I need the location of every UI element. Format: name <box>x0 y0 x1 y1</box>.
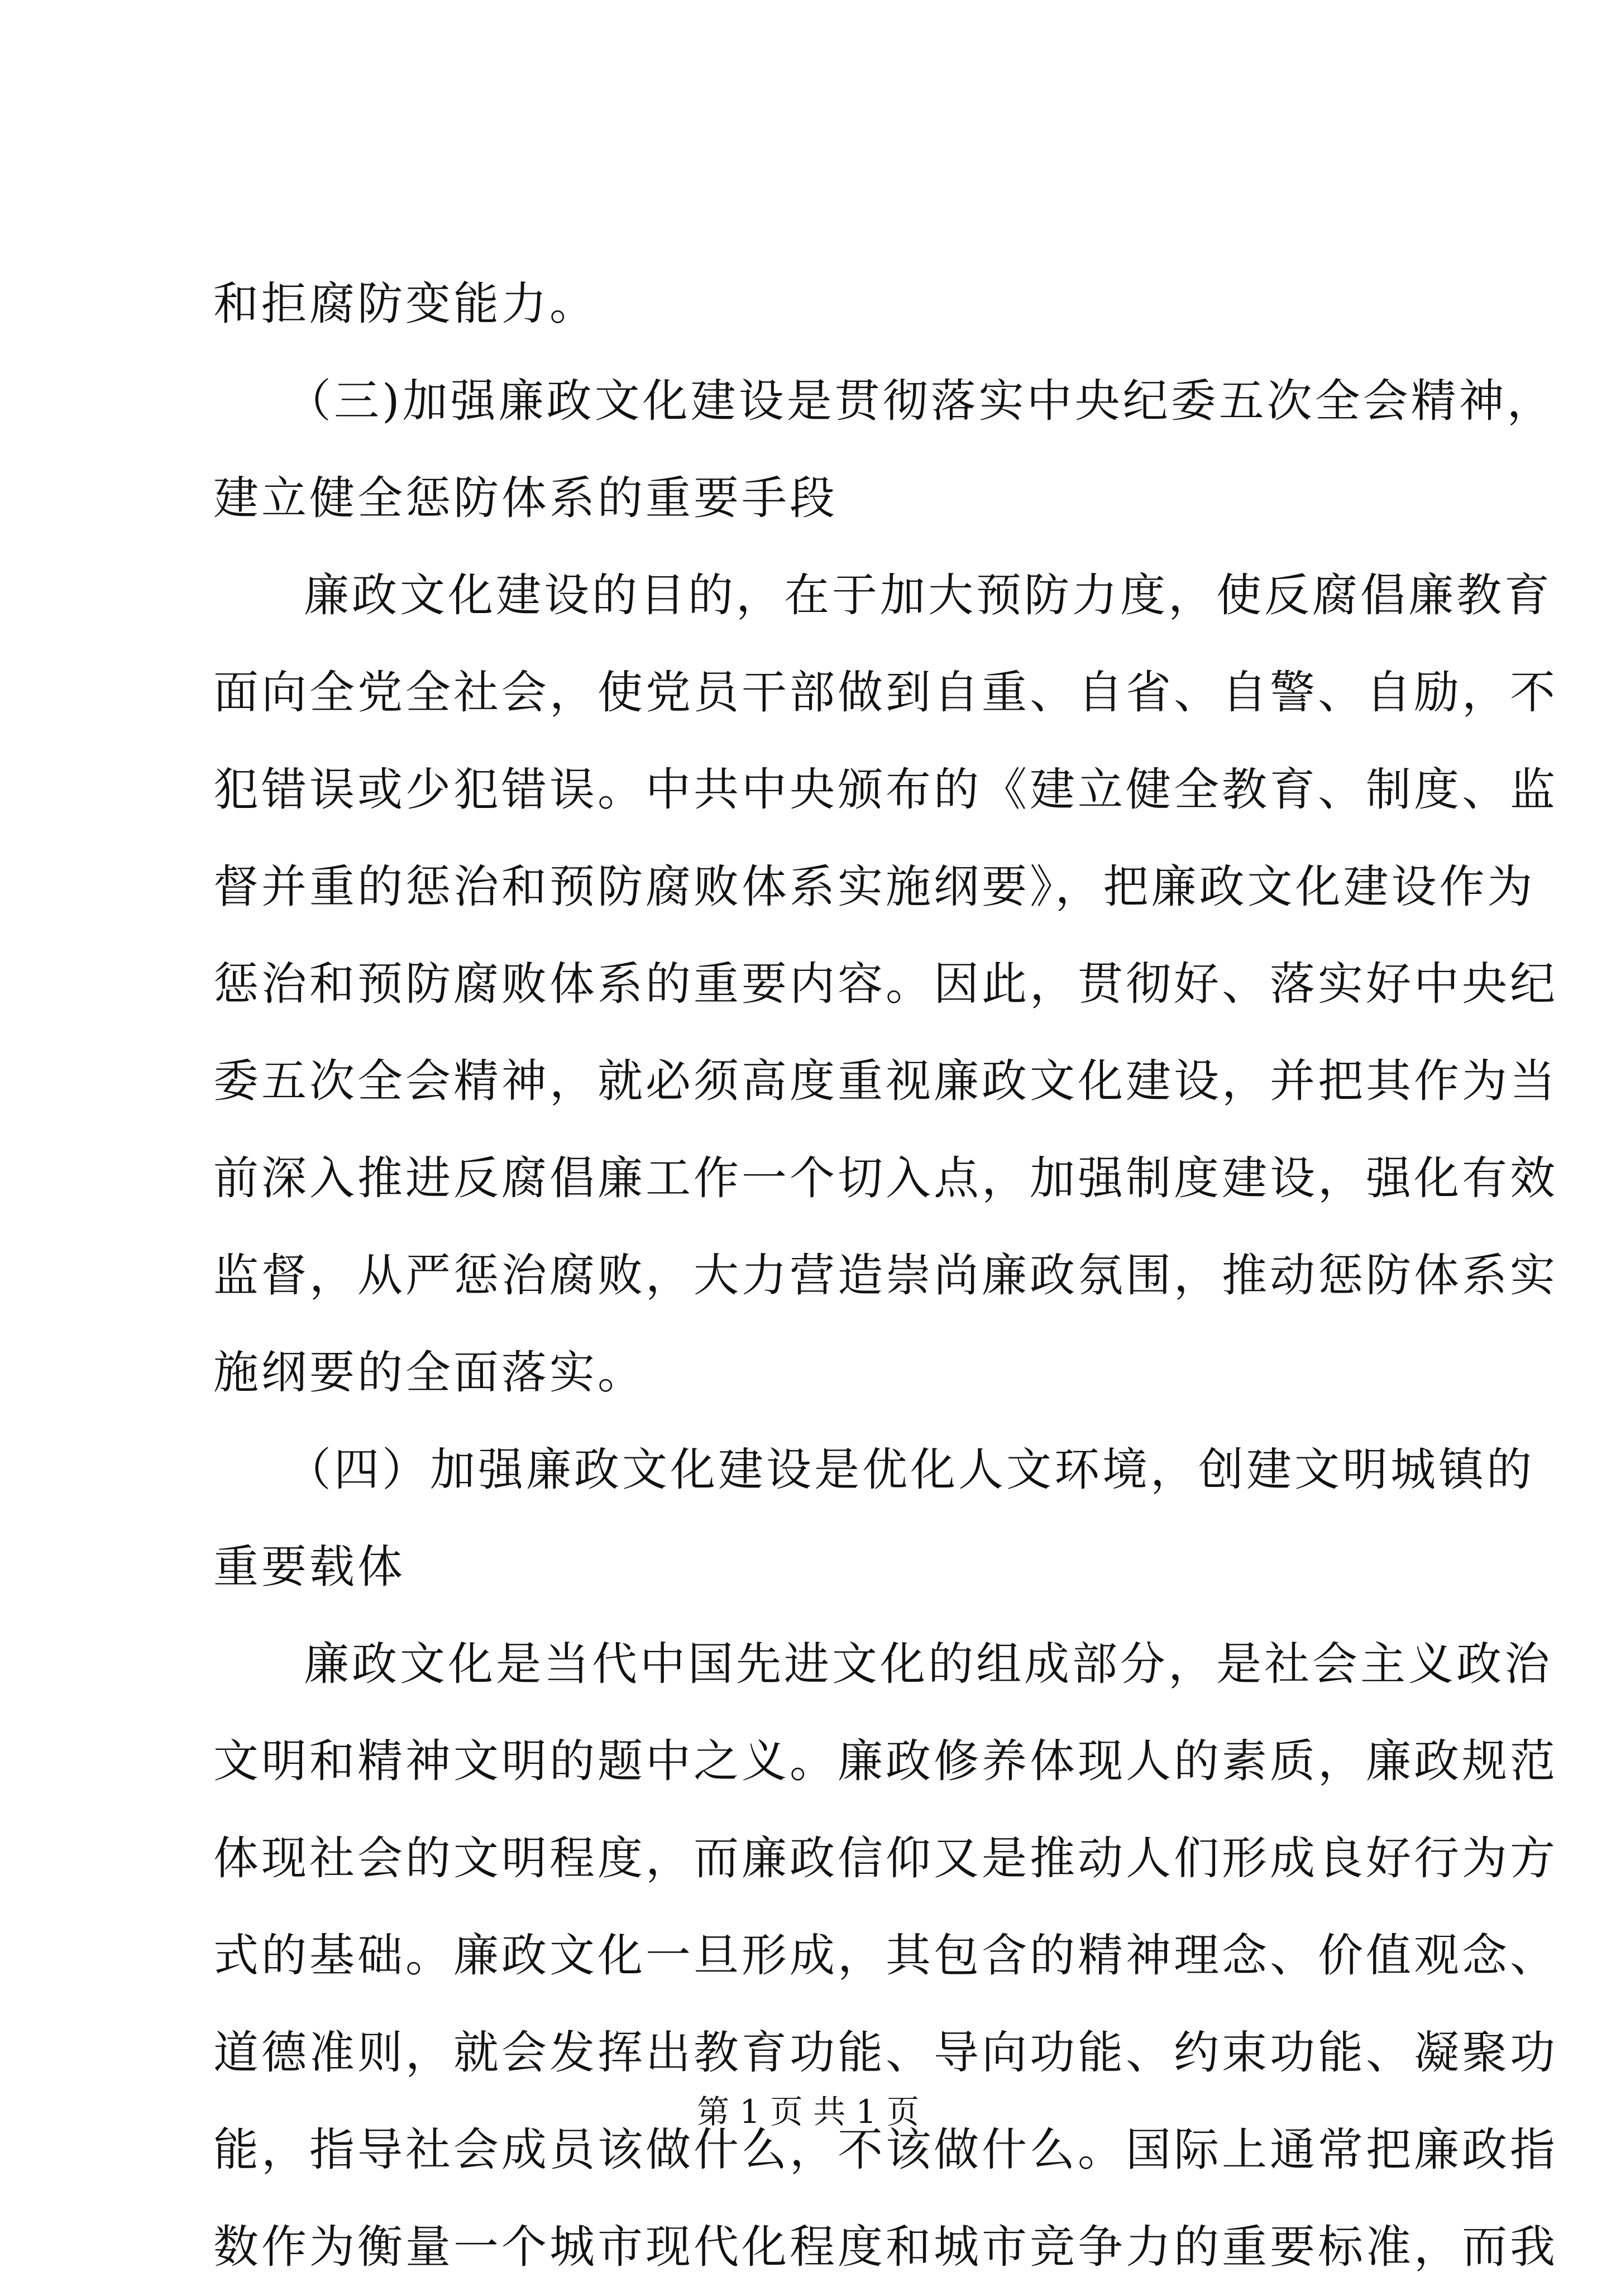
text-line: 督并重的惩治和预防腐败体系实施纲要》，把廉政文化建设作为 <box>213 861 1536 913</box>
text-line: 体现社会的文明程度，而廉政信仰又是推动人们形成良好行为方 <box>213 1833 1558 1885</box>
text-line: 文明和精神文明的题中之义。廉政修养体现人的素质，廉政规范 <box>213 1735 1558 1788</box>
section-heading-3-cont: 建立健全惩防体系的重要手段 <box>213 472 838 525</box>
text-line: 委五次全会精神，就必须高度重视廉政文化建设，并把其作为当 <box>213 1055 1558 1108</box>
document-body <box>213 256 1558 2296</box>
text-line: 式的基础。廉政文化一旦形成，其包含的精神理念、价值观念、 <box>213 1930 1558 1982</box>
text-line: 廉政文化建设的目的，在于加大预防力度，使反腐倡廉教育 <box>304 570 1553 622</box>
page-footer <box>0 2089 1616 2134</box>
text-line: 和拒腐防变能力。 <box>213 278 598 331</box>
text-line: 前深入推进反腐倡廉工作一个切入点，加强制度建设，强化有效 <box>213 1152 1558 1205</box>
text-line: 数作为衡量一个城市现代化程度和城市竞争力的重要标准，而我 <box>213 2221 1558 2274</box>
section-heading-4-cont: 重要载体 <box>213 1541 406 1594</box>
section-heading-4: （四）加强廉政文化建设是优化人文环境，创建文明城镇的 <box>286 1444 1535 1496</box>
text-line: 施纲要的全面落实。 <box>213 1347 646 1399</box>
text-line: 道德准则，就会发挥出教育功能、导向功能、约束功能、凝聚功 <box>213 2027 1558 2079</box>
text-line: 廉政文化是当代中国先进文化的组成部分，是社会主义政治 <box>304 1638 1553 1691</box>
page-number: 第 1 页 共 1 页 <box>697 2093 919 2131</box>
text-line: 面向全党全社会，使党员干部做到自重、自省、自警、自励，不 <box>213 667 1558 719</box>
text-line: 能，指导社会成员该做什么，不该做什么。国际上通常把廉政指 <box>213 2124 1558 2177</box>
text-line: 犯错误或少犯错误。中共中央颁布的《建立健全教育、制度、监 <box>213 764 1558 816</box>
section-heading-3: （三)加强廉政文化建设是贯彻落实中央纪委五次全会精神， <box>286 375 1555 428</box>
text-line: 监督，从严惩治腐败，大力营造崇尚廉政氛围，推动惩防体系实 <box>213 1250 1558 1302</box>
text-line: 惩治和预防腐败体系的重要内容。因此，贯彻好、落实好中央纪 <box>213 958 1558 1011</box>
